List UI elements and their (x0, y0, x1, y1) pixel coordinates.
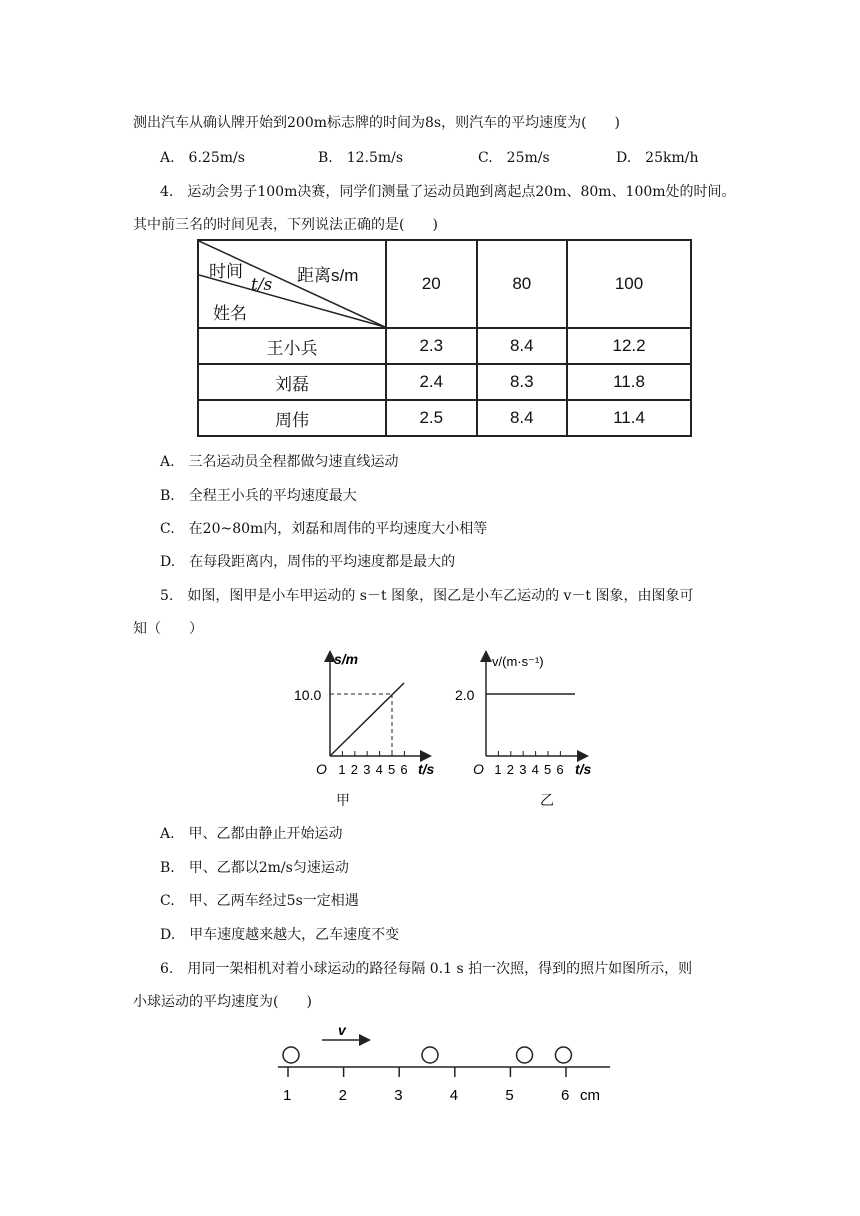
graph-b-origin: O (473, 761, 484, 777)
graph-a-y-tick: 10.0 (294, 687, 322, 703)
table-cell: 2.5 (386, 400, 477, 436)
graph-a-tick-label: 1 (338, 762, 346, 777)
q3-stem: 测出汽车从确认牌开始到200m标志牌的时间为8s，则汽车的平均速度为( ) (133, 115, 621, 131)
ruler-tick-label: 2 (338, 1087, 347, 1104)
graph-b-caption: 乙 (540, 793, 554, 809)
q4-stem-line1: 4. 运动会男子100m决赛，同学们测量了运动员跑到离起点20m、80m、100m处的时间。 (160, 184, 736, 200)
header-name: 姓名 (213, 304, 247, 323)
ruler-tick-label: 4 (449, 1087, 459, 1104)
q5-option-b: B. 甲、乙都以2m/s匀速运动 (160, 860, 349, 876)
ball (555, 1047, 571, 1063)
ruler-tick-label: 1 (283, 1087, 292, 1104)
q4-option-d: D. 在每段距离内，周伟的平均速度都是最大的 (160, 554, 456, 570)
table-header-diagonal-cell (198, 240, 386, 328)
velocity-label: v (338, 1022, 346, 1038)
graph-b-tick-label: 3 (519, 762, 527, 777)
ruler-tick-label: 5 (505, 1087, 514, 1104)
ball (422, 1047, 438, 1063)
graph-b-xlabel: t/s (575, 761, 592, 777)
graph-a-tick-label: 6 (400, 762, 408, 777)
table-cell: 11.4 (567, 400, 691, 436)
graph-b-tick-label: 6 (556, 762, 564, 777)
graph-a-tick-label: 5 (388, 762, 396, 777)
balls (283, 1047, 571, 1063)
table-cell: 8.4 (477, 400, 568, 436)
graph-a-origin: O (316, 761, 327, 777)
q3-option-b: B. 12.5m/s (318, 150, 404, 166)
column-header: 80 (477, 240, 568, 328)
q5-stem-line2: 知（ ） (133, 621, 203, 637)
table-cell: 2.4 (386, 364, 477, 400)
ruler-unit: cm (580, 1087, 600, 1104)
table-cell: 12.2 (567, 328, 691, 364)
q3-option-c: C. 25m/s (478, 150, 550, 166)
table-row (198, 400, 691, 436)
graph-a-s-t (286, 650, 436, 780)
column-header: 20 (386, 240, 477, 328)
table-row (198, 328, 691, 364)
q5-option-d: D. 甲车速度越来越大，乙车速度不变 (160, 927, 400, 943)
graph-b-tick-label: 5 (544, 762, 552, 777)
table-cell: 2.3 (386, 328, 477, 364)
graph-b-ylabel: v/(m·s⁻¹) (492, 654, 544, 669)
graph-b-tick-label: 4 (531, 762, 539, 777)
table-cell: 11.8 (567, 364, 691, 400)
row-name: 周伟 (198, 400, 386, 436)
graph-a-x-ticks (338, 751, 407, 777)
results-table (197, 239, 692, 437)
table-cell: 8.3 (477, 364, 568, 400)
q4-option-c: C. 在20~80m内，刘磊和周伟的平均速度大小相等 (160, 521, 488, 537)
row-name: 刘磊 (198, 364, 386, 400)
q6-stem-line2: 小球运动的平均速度为( ) (133, 994, 312, 1010)
q3-option-a: A. 6.25m/s (160, 150, 245, 166)
ruler-tick-label: 3 (394, 1087, 403, 1104)
graph-a-xlabel: t/s (418, 761, 435, 777)
header-t: t/s (251, 275, 273, 295)
graph-a-ylabel: s/m (334, 651, 359, 667)
table-cell: 8.4 (477, 328, 568, 364)
ball (517, 1047, 533, 1063)
header-time: 时间 (209, 262, 243, 281)
graph-a-tick-label: 4 (375, 762, 383, 777)
ball (283, 1047, 299, 1063)
row-name: 王小兵 (198, 328, 386, 364)
ruler-ticks (283, 1067, 569, 1104)
graph-b-y-tick: 2.0 (455, 687, 475, 703)
graph-b-tick-label: 2 (506, 762, 515, 777)
q4-stem-line2: 其中前三名的时间见表，下列说法正确的是( ) (133, 217, 438, 233)
graph-a-tick-label: 3 (363, 762, 371, 777)
q5-stem-line1: 5. 如图，图甲是小车甲运动的 s－t 图象，图乙是小车乙运动的 v－t 图象，由图象可 (160, 588, 694, 604)
table-row (198, 364, 691, 400)
q4-option-a: A. 三名运动员全程都做匀速直线运动 (160, 454, 399, 470)
q5-option-a: A. 甲、乙都由静止开始运动 (160, 826, 343, 842)
q3-option-d: D. 25km/h (616, 150, 699, 166)
column-header: 100 (567, 240, 691, 328)
graph-b-v-t (455, 650, 605, 780)
graph-a-tick-label: 2 (350, 762, 359, 777)
graph-b-tick-label: 1 (494, 762, 502, 777)
q5-option-c: C. 甲、乙两车经过5s一定相遇 (160, 893, 359, 909)
graph-a-caption: 甲 (336, 793, 350, 809)
ruler-diagram (270, 1015, 620, 1110)
ruler-tick-label: 6 (561, 1087, 570, 1104)
q4-option-b: B. 全程王小兵的平均速度最大 (160, 488, 357, 504)
graph-b-x-ticks (494, 751, 563, 777)
header-distance: 距离s/m (297, 266, 359, 285)
q6-stem-line1: 6. 用同一架相机对着小球运动的路径每隔 0.1 s 拍一次照，得到的照片如图所示，则 (160, 961, 693, 977)
